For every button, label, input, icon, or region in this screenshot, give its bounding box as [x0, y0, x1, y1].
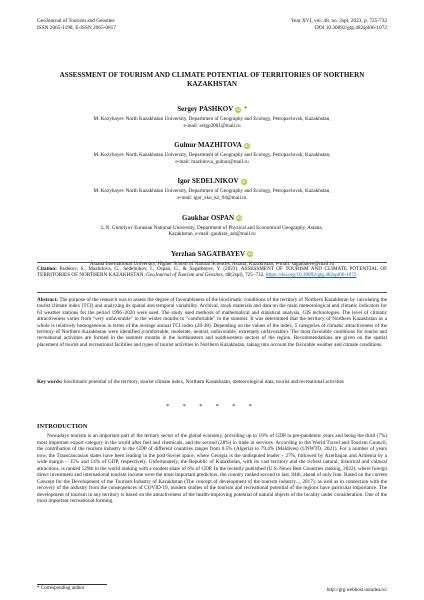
author-affiliation: M. Kozybayev North Kazakhstan University, Department of Geography and Ecology, Petropavlovsk, Kazakhstan, e-mail: mazhitova_gulnur@mail.ru [93, 152, 331, 165]
divider [37, 262, 387, 263]
citation-text: Pashkov, S., Mazhitova, G., Sedelnikov, I., Ospan, G., & Sagatbayev, Y. (2023). ASSESSMENT OF TOURISM AND CLIMATE POTENTIAL OF TERRITORIES OF NORTHERN KAZAKHSTAN. [37, 266, 387, 279]
author-affiliation: M. Kozybayev North Kazakhstan University, Department of Geography and Ecology, Petropavlovsk, Kazakhstan, e-mail: sergp2001@mail.ru [93, 116, 331, 129]
paper-title: ASSESSMENT OF TOURISM AND CLIMATE POTENTIAL OF TERRITORIES OF NORTHERN KAZAKHSTAN [59, 71, 365, 88]
author-name: Yerzhan SAGATBAYEV [170, 249, 246, 258]
footnote-rule [37, 584, 107, 585]
journal-doi: DOI 10.30892/gtg.482spl06-1072 [315, 25, 387, 31]
keywords-text: bioclimatic potential of the territory, tourist climate index, Northern Kazakhstan, meteorological data, tourist and recreational activities [63, 379, 344, 385]
orcid-icon[interactable]: iD [244, 142, 249, 148]
header-left [37, 18, 116, 32]
introduction-text: Nowadays tourism is an important part of the tertiary sector of the global economy, providing up to 10% of GDP in pre-pandemic years and being the third (7%) most important export category in the world after fuel and chemicals, and the second (28%) in trade in services. According to the World Travel and Tourism Council, the contribution of the tourism industry to the GDP of different countries ranges from 0.5% (Algeria) to 79.4% (Maldives) (UNWTO, 2021). For a number of years now, the Transcaucasian states have been leading in the post-Soviet space, where Georgia is the undisputed leader – 27%, followed by Azerbaijan and Armenia by a wide margin – 15% and 14% of GDP, respectively. Unfortunately, the Republic of Kazakhstan, with its vast territory and the richest natural, historical and cultural attractions, is ranked 129th in the world ranking with a modest share of 6% of GDP. In the recently published (U.S. News Best Countries ranking, 2022), where foreign direct investment and international tourism income were the most important predictors, the country ranked second to last, 84th, ahead of only Iran. Based on the current Concept for the Development of the Tourism Industry of Kazakhstan (The concept of development of the tourism industry..., 2017), as well as in connection with the recovery of the industry from the consequences of COVID-19, modern studies of the tourism and recreational potential of the regions have particular importance. The development of tourism in any territory is based on the attractiveness of the health-improving potential of natural objects of the locality under consideration. One of the most important recreational forming [37, 433, 387, 504]
journal-name: GeoJournal of Tourism and Geosites [37, 18, 115, 24]
author-block [37, 207, 387, 238]
divider [37, 292, 387, 293]
journal-volume: Year XVI, vol. 48, no. 2spl, 2023, p. 725-732 [290, 18, 387, 24]
footnote: * Corresponding author [37, 586, 85, 591]
orcid-icon[interactable]: iD [248, 251, 253, 257]
journal-url[interactable]: http://gtg.webhost.uoradea.ro/ [326, 588, 387, 593]
author-block [37, 98, 387, 129]
orcid-icon[interactable]: iD [237, 215, 242, 221]
author-block [37, 134, 387, 165]
author-affiliation: M. Kozybayev North Kazakhstan University, Department of Geography and Ecology, Petropavlovsk, Kazakhstan, e-mail: igor_sko_kz_94@mail.ru [93, 188, 331, 201]
author-name: Sergey PASHKOV [177, 105, 234, 113]
corresponding-marker: * [244, 107, 247, 112]
author-affiliation: Astana International University, Higher School of Natural Sciences, Astana, Kazakhstan, e-mail: sagatbaeve@mail.ru [89, 260, 335, 267]
author-block [37, 170, 387, 201]
section-heading: INTRODUCTION [37, 423, 88, 430]
author-name: Igor SEDELNIKOV [177, 177, 239, 186]
keywords [37, 379, 387, 385]
author-affiliation: L.N. Gumilyov Eurasian National University, Department of Physical and Economical Geography, Astana, Kazakhstan, e-mail: gauhara_ast@mail.ru [101, 224, 323, 238]
keywords-label: Key words: [37, 379, 63, 385]
author-name: Gulnur MAZHITOVA [174, 141, 242, 150]
abstract-label: Abstract: [37, 297, 59, 303]
orcid-icon[interactable]: iD [236, 106, 241, 112]
citation-label: Citation: [37, 266, 57, 272]
author-block [37, 243, 387, 268]
author-list [37, 98, 387, 272]
citation [37, 266, 387, 279]
header-right [291, 18, 387, 32]
abstract [37, 297, 387, 348]
citation-journal: GeoJournal of Tourism and Geosites, [146, 272, 224, 279]
author-name: Gaukhar OSPAN [181, 213, 235, 222]
abstract-text: The purpose of the research was to assess the degree of favorableness of the bioclimatic conditions of the territory of Northern Kazakhstan by calculating the tourist climate index (TCI) and analyzing its spatial and temporal variability. Archival, stock materials and data on the main meteorological and climatic indicators for 63 weather stations for the period 1996–2020 were used. The study used methods of mathematical and statistical analysis, GIS technologies. The level of climatic attractiveness varies from "very unfavorable" in the winter months to "comfortable" in the summer. It was determined that the territory of Northern Kazakhstan as a whole is relatively homogeneous in terms of the average annual TCI index (28-38). Depending on the values of the index, 5 categories of climatic attractiveness of the territory of Northern Kazakhstan were identified (comfortable, moderate, neutral, unfavorable, extremely unfavorable). The most favorable conditions for tourist and recreational activities are formed in the summer months in the northeastern and southwestern sectors of the region. Recommendations are given on the spatial placement of tourist and recreational facilities and types of tourist activities in Northern Kazakhstan, taking into account the favorable weather and climate conditions. [37, 297, 388, 348]
journal-issn: ISSN 2065-1198, E-ISSN 2065-0817 [37, 25, 116, 31]
citation-pages: 48(2spl), 725–732. [225, 272, 265, 279]
section-separator: * * * * * * [166, 404, 258, 410]
doi-link[interactable]: https://doi.org/10.30892/gtg.482spl06-1072 [265, 272, 357, 279]
orcid-icon[interactable]: iD [241, 178, 246, 184]
